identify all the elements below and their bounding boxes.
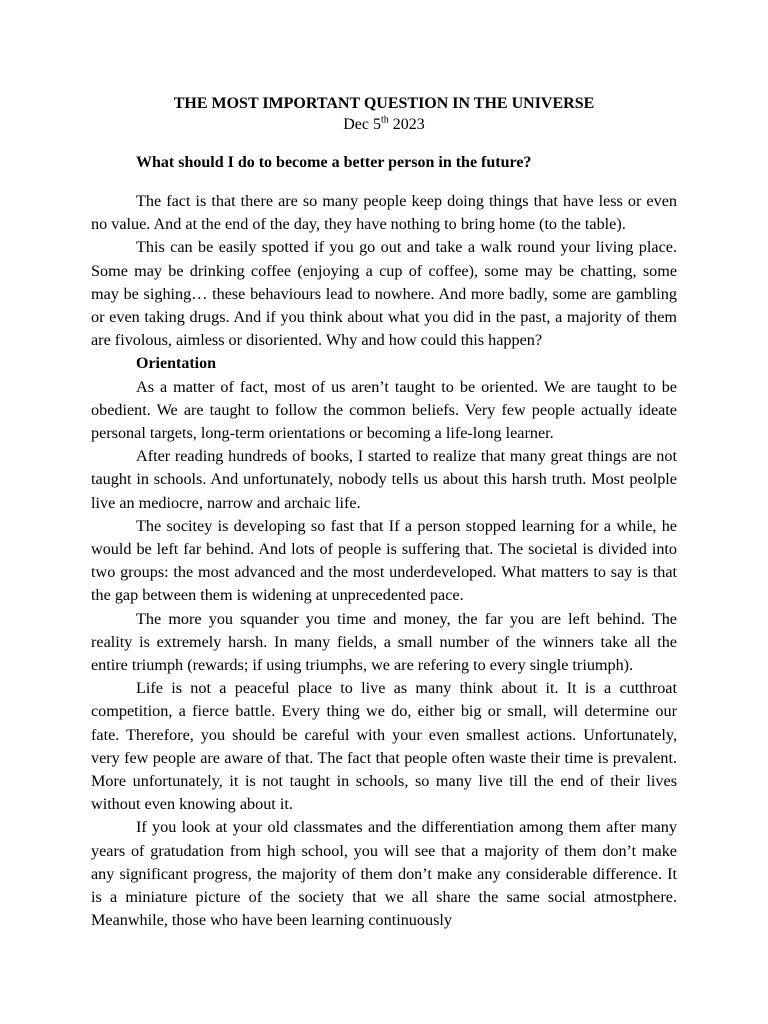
paragraph: The more you squander you time and money, the far you are left behind. The reality is extremely harsh. In many fields, a small number of the winners take all the entire triumph (rewards; if using triumphs, we are refering to every single triumph). [91,609,677,675]
paragraph: The fact is that there are so many people keep doing things that have less or even no value. And at the end of the day, they have nothing to bring home (to the table). [91,192,677,234]
section-heading: Orientation [136,355,216,373]
document-date [91,115,677,134]
question-heading: What should I do to become a better person in the future? [136,154,532,171]
date-year: 2023 [388,116,425,133]
paragraph: If you look at your old classmates and the differentiation among them after many years of gratudation from high school, you will see that a majority of them don’t make any significant progress, the majority of them don’t make any considerable difference. It is a miniature picture of the society that we all share the same social atmostphere. Meanwhile, those who have been learning continuously [91,818,677,930]
paragraph: This can be easily spotted if you go out and take a walk round your living place. Some may be drinking coffee (enjoying a cup of coffee), some may be chatting, some may be sighing… these behaviours lead to nowhere. And more badly, some are gambling or even taking drugs. And if you think about what you did in the past, a majority of them are fivolous, aimless or disoriented. Why and how could this happen? [91,238,677,350]
paragraph: Life is not a peaceful place to live as many think about it. It is a cutthroat competition, a fierce battle. Every thing we do, either big or small, will determine our fate. Therefore, you should be careful with your even smallest actions. Unfortunately, very few people are aware of that. The fact that people often waste their time is prevalent. More unfortunately, it is not taught in schools, so many live till the end of their lives without even knowing about it. [91,679,677,814]
paragraph: The socitey is developing so fast that If a person stopped learning for a while, he would be left far behind. And lots of people is suffering that. The societal is divided into two groups: the most advanced and the most underdeveloped. What matters to say is that the gap between them is widening at unprecedented pace. [91,516,677,605]
document-page [91,92,677,933]
document-title: THE MOST IMPORTANT QUESTION IN THE UNIVERSE [173,95,595,112]
paragraph: After reading hundreds of books, I started to realize that many great things are not taught in schools. And unfortunately, nobody tells us about this harsh truth. Most peolple live an mediocre, narrow and archaic life. [91,447,677,512]
paragraph: As a matter of fact, most of us aren’t taught to be oriented. We are taught to be obedient. We are taught to follow the common beliefs. Very few people actually ideate personal targets, long-term orientations or becoming a life-long learner. [91,377,677,443]
date-ordinal-suffix: th [380,114,389,126]
date-day: Dec 5 [343,116,381,133]
